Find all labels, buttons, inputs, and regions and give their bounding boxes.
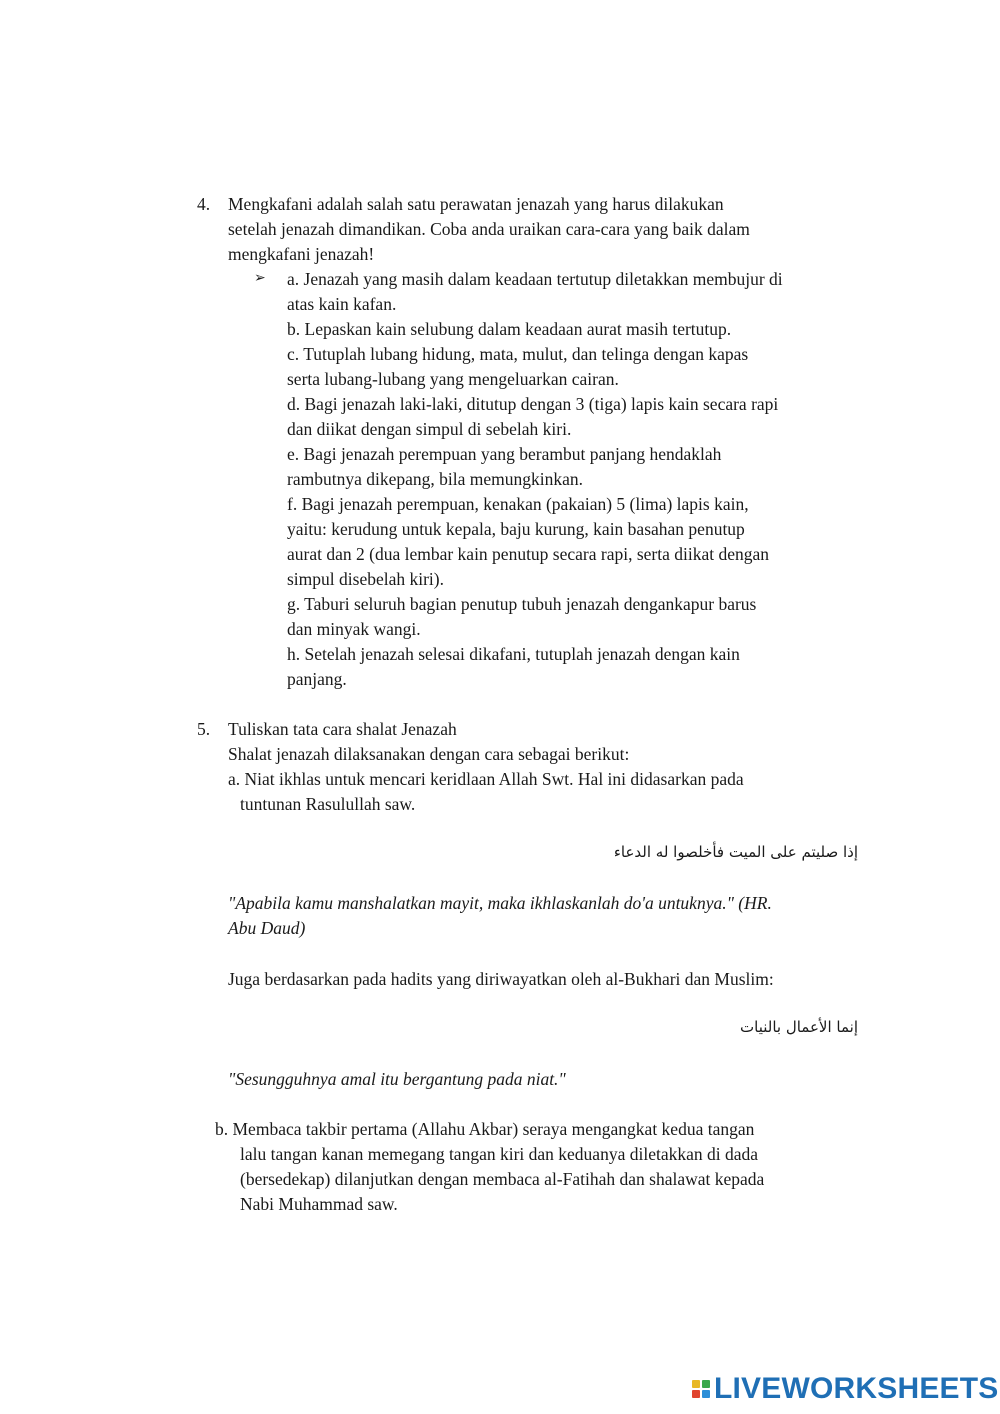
q5-step-b-line-1: b. Membaca takbir pertama (Allahu Akbar) seraya mengangkat kedua tangan — [215, 1119, 755, 1139]
q4-line-2: setelah jenazah dimandikan. Coba anda uraikan cara-cara yang baik dalam — [228, 219, 750, 239]
q5-step-b-line-4: Nabi Muhammad saw. — [240, 1194, 398, 1214]
q4-answer-line: b. Lepaskan kain selubung dalam keadaan aurat masih tertutup. — [287, 319, 732, 339]
liveworksheets-logo[interactable] — [692, 1372, 999, 1406]
quote-1-line-1: "Apabila kamu manshalatkan mayit, maka ikhlaskanlah do'a untuknya." (HR. — [228, 893, 772, 913]
q5-step-a-line-1: a. Niat ikhlas untuk mencari keridlaan Allah Swt. Hal ini didasarkan pada — [228, 769, 744, 789]
q4-answer-line: d. Bagi jenazah laki-laki, ditutup dengan 3 (tiga) lapis kain secara rapi — [287, 394, 779, 414]
arabic-hadith-1: إذا صليتم على الميت فأخلصوا له الدعاء — [613, 843, 858, 861]
q5-number: 5. — [197, 719, 211, 739]
q4-line-3: mengkafani jenazah! — [228, 244, 375, 264]
hadith-intro: Juga berdasarkan pada hadits yang diriwayatkan oleh al-Bukhari dan Muslim: — [228, 969, 774, 989]
q5-step-b-line-3: (bersedekap) dilanjutkan dengan membaca al-Fatihah dan shalawat kepada — [240, 1169, 765, 1189]
arrow-bullet-icon: ➢ — [254, 270, 266, 286]
q4-answer-line: atas kain kafan. — [287, 294, 397, 314]
q4-answer-line: simpul disebelah kiri). — [287, 569, 444, 589]
arabic-hadith-2: إنما الأعمال بالنيات — [740, 1018, 858, 1036]
q4-answer-line: dan diikat dengan simpul di sebelah kiri. — [287, 419, 572, 439]
q4-answer-line: aurat dan 2 (dua lembar kain penutup secara rapi, serta diikat dengan — [287, 544, 770, 564]
q4-answer-line: rambutnya dikepang, bila memungkinkan. — [287, 469, 583, 489]
q4-answer-line: f. Bagi jenazah perempuan, kenakan (pakaian) 5 (lima) lapis kain, — [287, 494, 749, 514]
q4-answer-line: g. Taburi seluruh bagian penutup tubuh jenazah dengankapur barus — [287, 594, 757, 614]
quote-2: "Sesungguhnya amal itu bergantung pada niat." — [228, 1069, 566, 1089]
quote-1-line-2: Abu Daud) — [228, 918, 306, 938]
q4-number: 4. — [197, 194, 211, 214]
q4-line-1: Mengkafani adalah salah satu perawatan jenazah yang harus dilakukan — [228, 194, 724, 214]
q4-answer-line: c. Tutuplah lubang hidung, mata, mulut, dan telinga dengan kapas — [287, 344, 749, 364]
logo-mark-icon — [692, 1380, 710, 1398]
q4-answer-line: h. Setelah jenazah selesai dikafani, tutuplah jenazah dengan kain — [287, 644, 740, 664]
q4-answer-line: a. Jenazah yang masih dalam keadaan tertutup diletakkan membujur di — [287, 269, 783, 289]
q4-answer-line: yaitu: kerudung untuk kepala, baju kurung, kain basahan penutup — [287, 519, 745, 539]
q4-answer-line: panjang. — [287, 669, 347, 689]
q5-step-a-line-2: tuntunan Rasulullah saw. — [240, 794, 416, 814]
q5-step-b-line-2: lalu tangan kanan memegang tangan kiri dan keduanya diletakkan di dada — [240, 1144, 759, 1164]
q5-question: Tuliskan tata cara shalat Jenazah — [228, 719, 457, 739]
q5-intro: Shalat jenazah dilaksanakan dengan cara sebagai berikut: — [228, 744, 630, 764]
logo-text: LIVEWORKSHEETS — [714, 1372, 999, 1405]
q4-answer-line: serta lubang-lubang yang mengeluarkan cairan. — [287, 369, 619, 389]
q4-answer-line: e. Bagi jenazah perempuan yang berambut panjang hendaklah — [287, 444, 722, 464]
q4-answer-line: dan minyak wangi. — [287, 619, 421, 639]
